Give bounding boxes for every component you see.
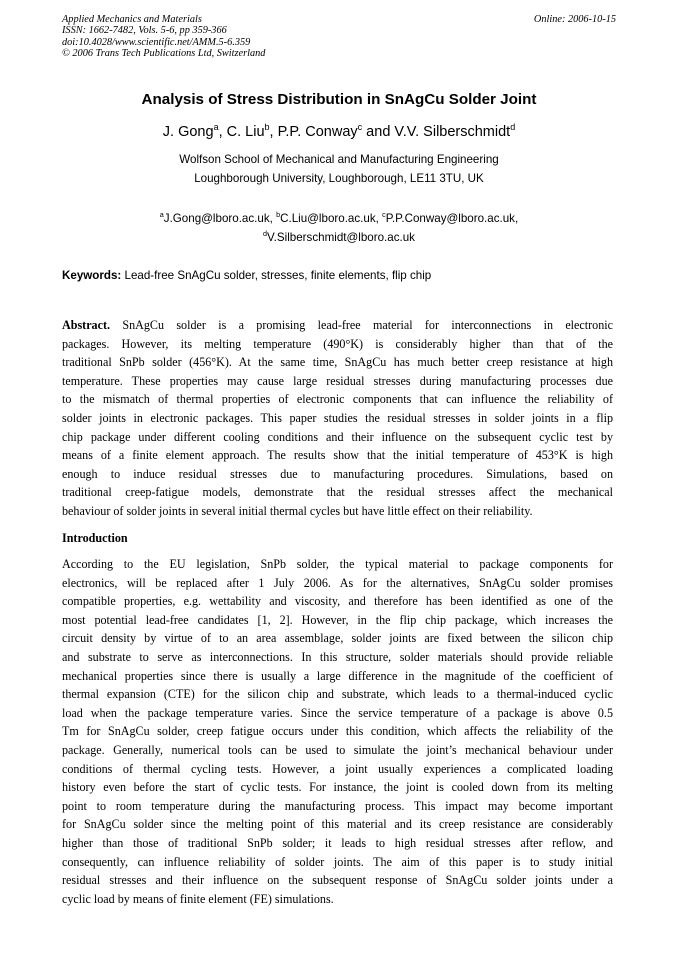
email-line: [0, 228, 678, 247]
intro-line: and substrate to serve as interconnections. In this structure, solder materials should provide reliable: [62, 649, 613, 664]
intro-line: conditions of thermal cycling tests. However, a joint usually experiences a complicated loading: [62, 761, 613, 776]
introduction-body: [62, 555, 613, 908]
abstract-line: packages. However, its melting temperature (490°K) is considerably higher than that of the: [62, 336, 613, 351]
email-address[interactable]: V.Silberschmidt@lboro.ac.uk: [267, 231, 415, 244]
intro-line: residual stresses and their influence on the subsequent response of SnAgCu solder joints under a: [62, 873, 613, 888]
intro-line: most potential lead-free candidates [1, 2]. However, in the flip chip package, which increases the: [62, 612, 613, 627]
author-affil-mark: b: [264, 122, 270, 133]
author-separator: ,: [269, 124, 278, 140]
intro-line: package. Generally, numerical tools can be used to simulate the joint’s mechanical behaviour under: [62, 742, 613, 757]
author-affil-mark: d: [510, 122, 516, 133]
email-mark: b: [276, 210, 281, 220]
author-separator: ,: [218, 124, 227, 140]
affiliation: [0, 150, 678, 188]
intro-line: history even before the start of cyclic tests. For instance, the joint is cooled down from its melting: [62, 780, 613, 795]
abstract-line: traditional SnPb solder (456°K). At the same time, SnAgCu has much better creep resistance at high: [62, 355, 613, 370]
abstract-line: means of a finite element approach. The results show that the initial temperature of 453°K is high: [62, 448, 613, 463]
abstract-line: behaviour of solder joints in several initial thermal cycles but have little effect on their reliability.: [62, 503, 533, 518]
email-separator: ,: [269, 212, 277, 225]
author-affil-mark: a: [213, 122, 219, 133]
author-list: [0, 122, 678, 142]
intro-line: compatible properties, e.g. wettability and viscosity, and therefore has been identified as one of the: [62, 594, 613, 609]
copyright-line: © 2006 Trans Tech Publications Ltd, Switzerland: [62, 47, 266, 59]
keywords-text: Lead-free SnAgCu solder, stresses, finite elements, flip chip: [121, 269, 432, 282]
issn-line: ISSN: 1662-7482, Vols. 5-6, pp 359-366: [62, 25, 227, 37]
intro-line: mechanical properties since there is usually a large difference in the magnitude of the coefficient of: [62, 668, 613, 683]
author-affil-mark: c: [357, 122, 363, 133]
email-mark: c: [382, 210, 386, 220]
intro-line: for SnAgCu solder since the melting point of this material and its creep resistance are considerably: [62, 817, 613, 832]
abstract-line: chip package under different cooling conditions and their influence on the subsequent cyclic test by: [62, 429, 613, 444]
affiliation-line: Loughborough University, Loughborough, LE11 3TU, UK: [194, 172, 484, 185]
intro-line: circuit density by virtue of to an area assemblage, solder joints are fixed between the silicon chip: [62, 631, 613, 646]
intro-line: thermal expansion (CTE) for the silicon chip and substrate, which leads to a thermal-induced cyclic: [62, 687, 613, 702]
intro-line: point to room temperature during the manufacturing process. This impact may become important: [62, 798, 613, 813]
paper-title: Analysis of Stress Distribution in SnAgCu Solder Joint: [141, 91, 537, 108]
email-mark: a: [159, 210, 164, 220]
email-separator: ,: [375, 212, 383, 225]
abstract-line-text: SnAgCu solder is a promising lead-free material for interconnections in electronic: [110, 318, 613, 332]
intro-line: consequently, can influence reliability of solder joints. The aim of this paper is to study initial: [62, 854, 613, 869]
author-name: V.V. Silberschmidt: [394, 124, 511, 140]
abstract-line: to the mismatch of thermal properties of electronic components that can influence the reliability of: [62, 392, 613, 407]
author-emails: [0, 209, 678, 247]
keywords-label: Keywords:: [62, 269, 122, 282]
author-name: J. Gong: [162, 124, 214, 140]
email-address[interactable]: J.Gong@lboro.ac.uk: [163, 212, 270, 225]
journal-header: [62, 14, 616, 59]
email-line: [0, 209, 678, 228]
online-date: Online: 2006-10-15: [533, 14, 616, 25]
abstract-line: solder joints in electronic packages. This paper studies the residual stresses in solder joints in a flip: [62, 410, 613, 425]
abstract-line: enough to induce residual stresses due to manufacturing procedures. Simulations, based on: [62, 466, 613, 481]
intro-line: electronics, will be replaced after 1 July 2006. As for the alternatives, SnAgCu solder promises: [62, 575, 613, 590]
keywords: [62, 266, 618, 285]
email-mark: d: [263, 229, 268, 239]
abstract-label: Abstract.: [62, 318, 111, 332]
email-address[interactable]: P.P.Conway@lboro.ac.uk: [385, 212, 515, 225]
intro-line: cyclic load by means of finite element (FE) simulations.: [62, 891, 334, 906]
intro-line: higher than those of traditional SnPb solder; it leads to high residual stresses after reflow, and: [62, 835, 613, 850]
section-heading-introduction: Introduction: [62, 531, 128, 545]
intro-line: Tm for SnAgCu solder, creep fatigue occurs under this condition, which affects the reliability of the: [62, 724, 613, 739]
email-separator: ,: [514, 212, 519, 225]
abstract: [62, 316, 613, 521]
doi-line: doi:10.4028/www.scientific.net/AMM.5-6.359: [62, 36, 251, 48]
abstract-line: traditional creep-fatigue models, demonstrate that the residual stresses affect the mechanical: [62, 485, 613, 500]
author-name: C. Liu: [226, 124, 265, 140]
journal-name: Applied Mechanics and Materials: [62, 14, 202, 25]
abstract-line: temperature. These properties may cause large residual stresses during manufacturing processes due: [62, 373, 613, 388]
email-address[interactable]: C.Liu@lboro.ac.uk: [280, 212, 376, 225]
intro-line: According to the EU legislation, SnPb solder, the typical material to package components for: [62, 557, 613, 571]
affiliation-line: Wolfson School of Mechanical and Manufacturing Engineering: [179, 153, 499, 166]
author-name: P.P. Conway: [277, 124, 358, 140]
intro-line: load when the package temperature varies. Since the service temperature of a package is above 0.5: [62, 705, 613, 720]
abstract-line: [62, 316, 613, 335]
author-separator: and: [362, 124, 395, 140]
